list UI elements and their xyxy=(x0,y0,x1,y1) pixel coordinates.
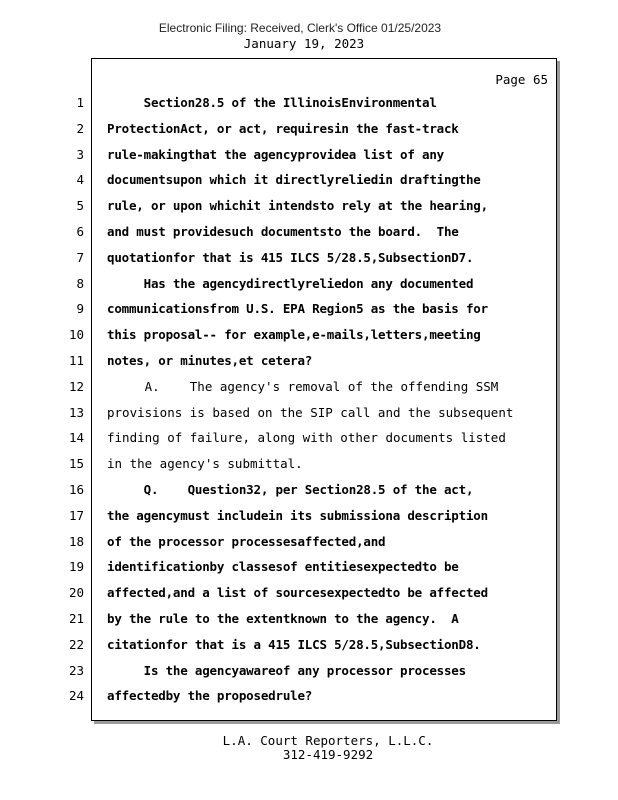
transcript-line xyxy=(0,171,618,189)
line-text: A. The agency's removal of the offending SSM xyxy=(107,378,499,394)
line-number: 8 xyxy=(76,275,84,291)
page-number: Page 65 xyxy=(495,72,548,87)
line-text: by the rule to the extentknown to the agency. A xyxy=(107,611,459,626)
line-number: 19 xyxy=(68,559,84,575)
transcript-line xyxy=(0,146,618,164)
transcript-line xyxy=(0,533,618,551)
line-text: affectedby the proposedrule? xyxy=(107,688,313,704)
line-number: 16 xyxy=(68,482,84,497)
line-text: quotationfor that is 415 ILCS 5/28.5,SubsectionD7. xyxy=(107,249,474,265)
line-text: provisions is based on the SIP call and the subsequent xyxy=(107,404,514,420)
transcript-line xyxy=(0,636,618,654)
transcript-line xyxy=(0,223,618,241)
transcript-line xyxy=(0,610,618,628)
line-text: and must providesuch documentsto the board. The xyxy=(107,224,459,239)
line-number: 3 xyxy=(76,146,84,162)
line-number: 17 xyxy=(68,507,84,523)
line-number: 21 xyxy=(68,611,84,626)
line-text: in the agency's submittal. xyxy=(107,456,303,472)
line-text: Is the agencyawareof any processor processes xyxy=(107,662,466,678)
transcript-line xyxy=(0,455,618,473)
transcript-line xyxy=(0,558,618,576)
transcript-line xyxy=(0,507,618,525)
transcript-line xyxy=(0,481,618,499)
filing-stamp: Electronic Filing: Received, Clerk's Office 01/25/2023 xyxy=(158,21,442,35)
line-number: 18 xyxy=(68,533,84,549)
line-number: 9 xyxy=(76,301,84,317)
reporter-phone: 312-419-9292 xyxy=(282,747,374,762)
line-number: 1 xyxy=(76,95,84,110)
transcript-line xyxy=(0,326,618,344)
transcript-line xyxy=(0,404,618,422)
line-number: 10 xyxy=(68,327,84,343)
transcript-line xyxy=(0,352,618,370)
line-text: of the processor processesaffected,and xyxy=(107,533,386,549)
transcript-line xyxy=(0,120,618,138)
line-text: rule, or upon whichit intendsto rely at the hearing, xyxy=(107,198,488,214)
line-text: finding of failure, along with other documents listed xyxy=(107,430,506,446)
line-number: 4 xyxy=(76,172,84,188)
reporter-company: L.A. Court Reporters, L.L.C. xyxy=(222,733,434,748)
transcript-line xyxy=(0,249,618,267)
line-number: 15 xyxy=(68,456,84,472)
line-number: 7 xyxy=(76,249,84,265)
line-text: identificationby classesof entitiesexpectedto be xyxy=(107,559,459,575)
line-text: this proposal-- for example,e-mails,letters,meeting xyxy=(107,327,481,343)
line-number: 14 xyxy=(68,430,84,446)
transcript-line xyxy=(0,378,618,396)
line-text: Q. Question32, per Section28.5 of the act, xyxy=(107,482,474,497)
line-number: 5 xyxy=(76,198,84,214)
line-text: documentsupon which it directlyreliedin draftingthe xyxy=(107,172,481,188)
line-text: Has the agencydirectlyreliedon any documented xyxy=(107,275,474,291)
transcript-line xyxy=(0,662,618,680)
line-text: notes, or minutes,et cetera? xyxy=(107,353,313,368)
transcript-line xyxy=(0,300,618,318)
transcript-line xyxy=(0,687,618,705)
line-text: communicationsfrom U.S. EPA Region5 as the basis for xyxy=(107,301,488,317)
line-number: 23 xyxy=(68,662,84,678)
line-text: ProtectionAct, or act, requiresin the fast-track xyxy=(107,120,459,136)
transcript-line xyxy=(0,197,618,215)
transcript-line xyxy=(0,94,618,112)
transcript-date: January 19, 2023 xyxy=(243,36,365,51)
line-number: 20 xyxy=(68,585,84,601)
line-text: affected,and a list of sourcesexpectedto be affected xyxy=(107,585,488,601)
line-number: 11 xyxy=(68,353,84,368)
line-text: rule-makingthat the agencyprovidea list of any xyxy=(107,146,444,162)
transcript-line xyxy=(0,584,618,602)
transcript-line xyxy=(0,275,618,293)
line-text: Section28.5 of the IllinoisEnvironmental xyxy=(107,95,437,110)
line-number: 6 xyxy=(76,224,84,239)
line-number: 2 xyxy=(76,120,84,136)
line-number: 24 xyxy=(68,688,84,704)
line-number: 13 xyxy=(68,404,84,420)
transcript-line xyxy=(0,429,618,447)
line-text: the agencymust includein its submissiona description xyxy=(107,507,488,523)
line-number: 12 xyxy=(68,378,84,394)
line-number: 22 xyxy=(68,636,84,652)
line-text: citationfor that is a 415 ILCS 5/28.5,SubsectionD8. xyxy=(107,636,481,652)
